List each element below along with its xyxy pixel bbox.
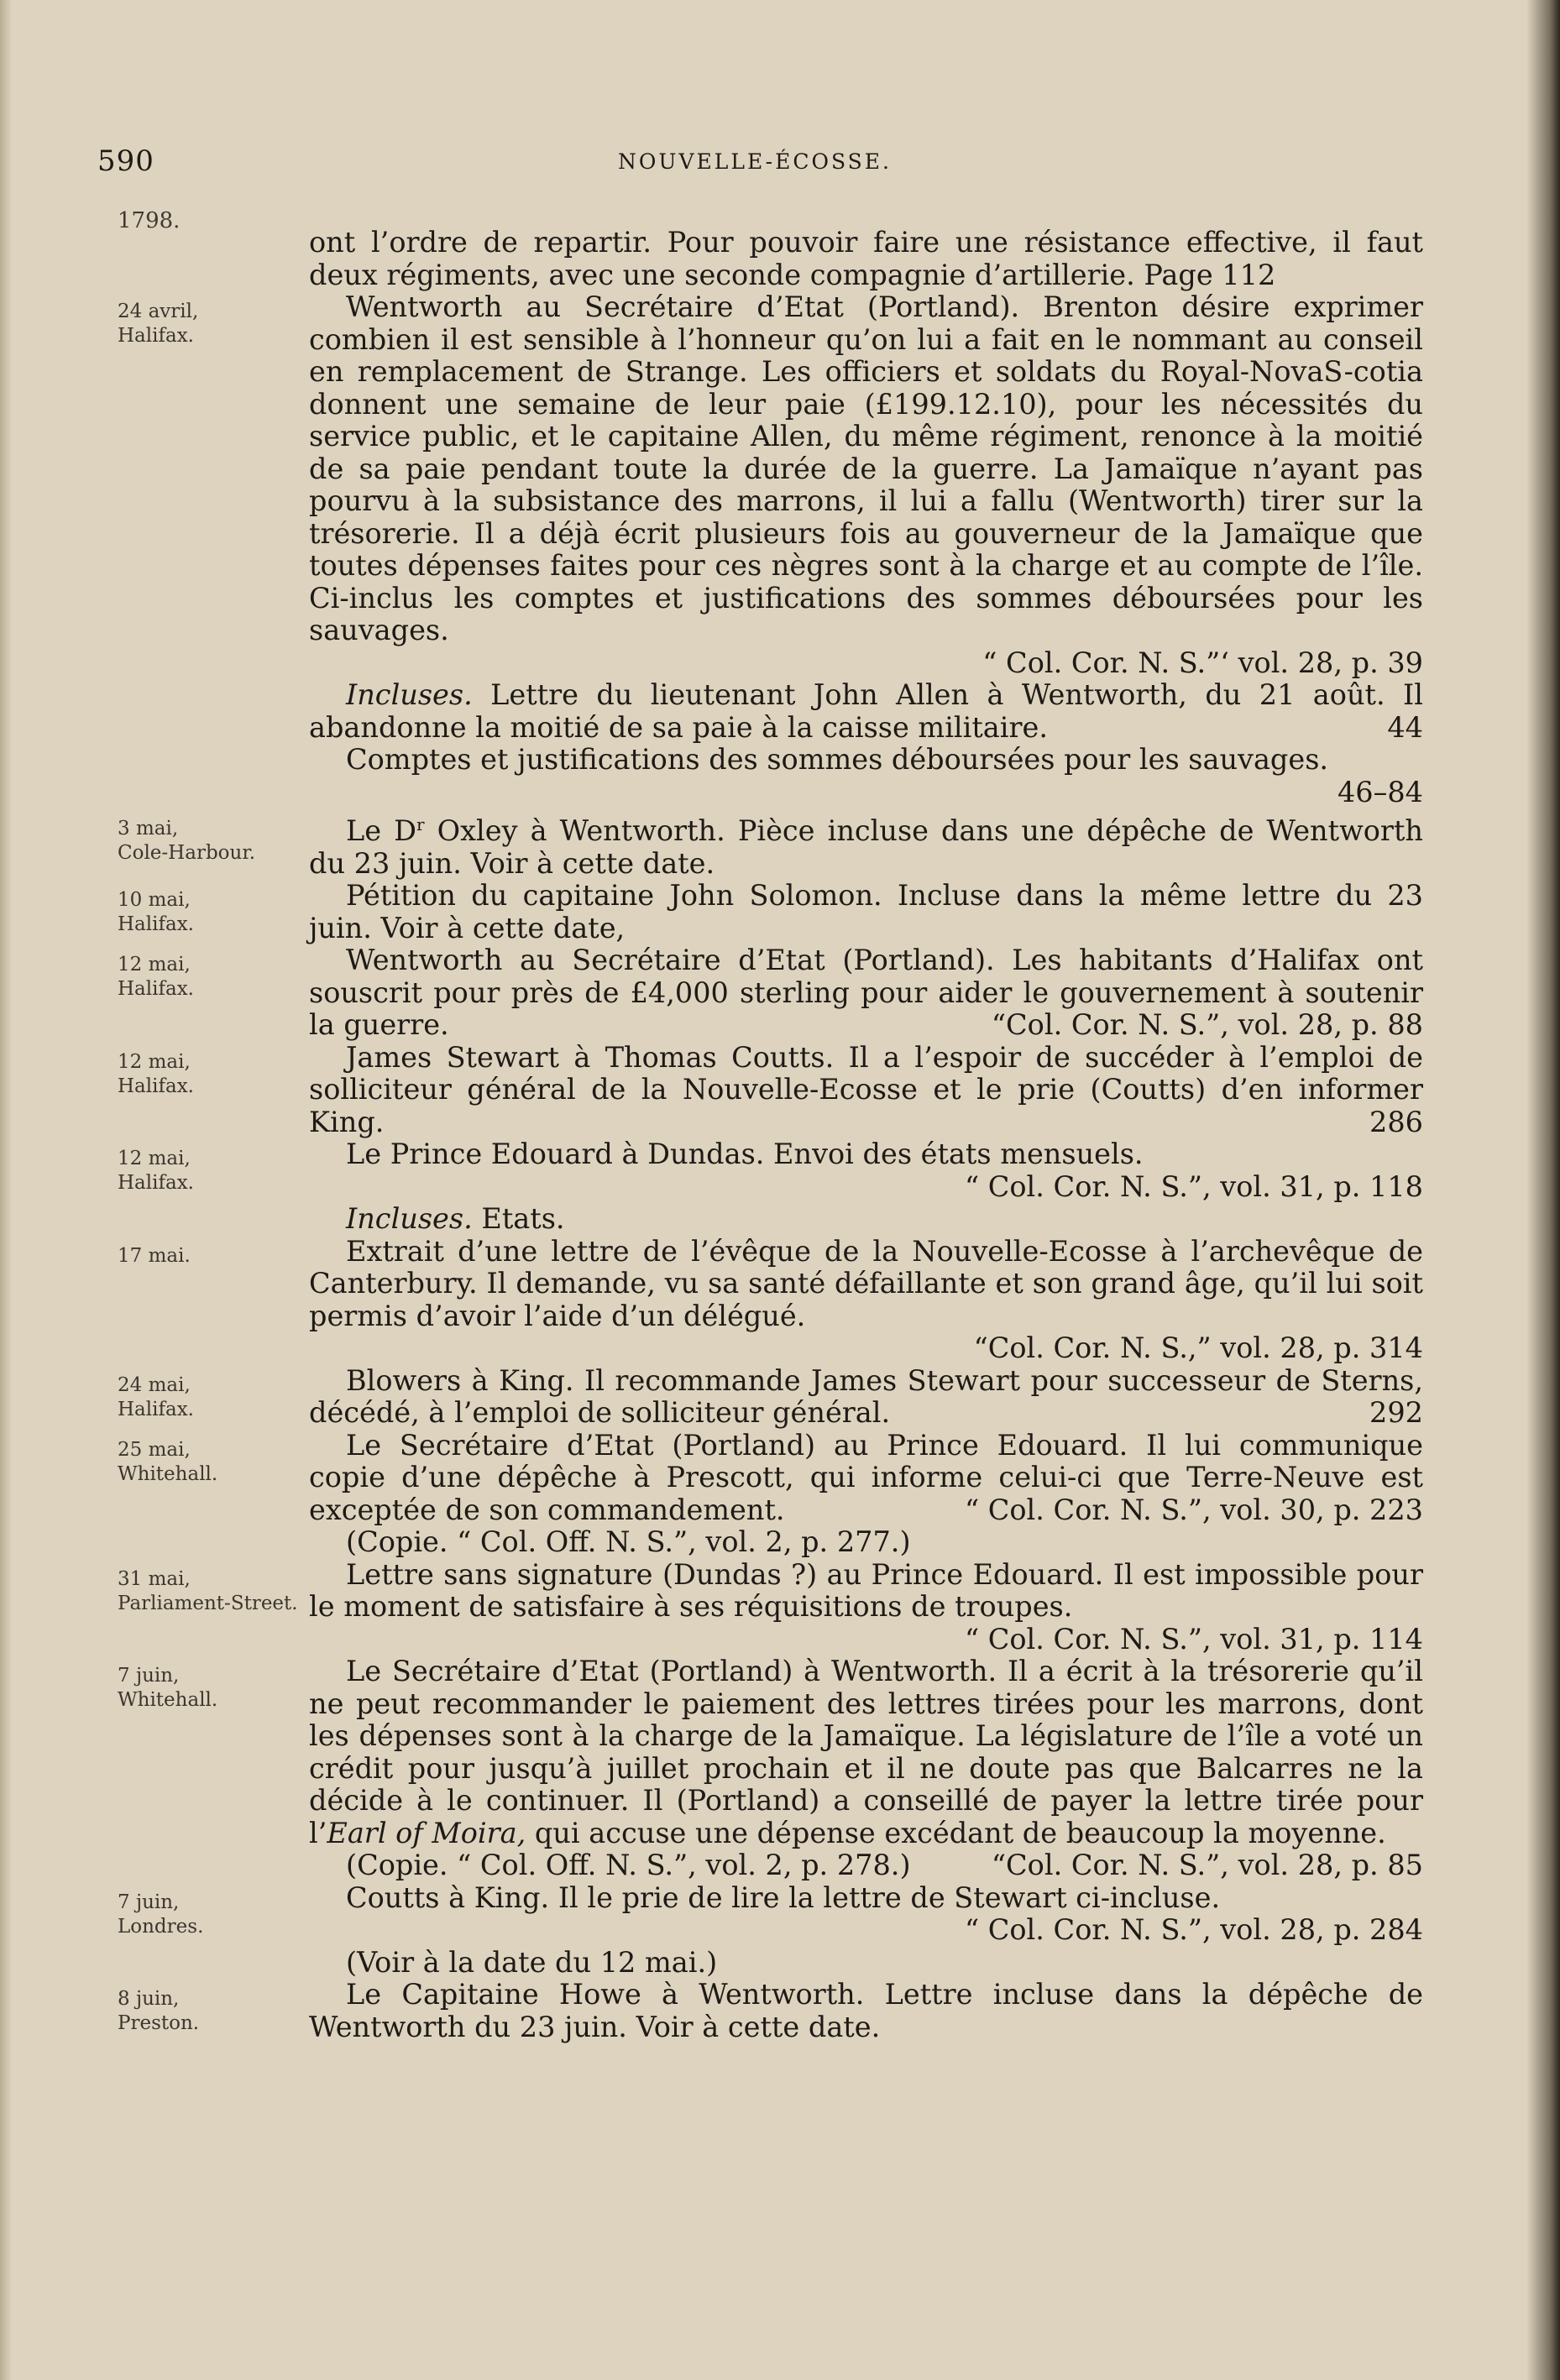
- entry-margin: [118, 300, 298, 348]
- entry-margin: [118, 1050, 298, 1099]
- entry-margin: [118, 1987, 298, 2036]
- entry: [118, 1138, 1423, 1236]
- page-content: [118, 208, 1423, 2043]
- entry: [118, 880, 1423, 944]
- entry-paragraph: [309, 1042, 1423, 1139]
- entry-text-part: Oxley à Wentworth. Pièce incluse dans une dépêche de Wentworth du 23 juin. Voir à cette date.: [309, 814, 1423, 880]
- entry-text: [309, 808, 1423, 880]
- entry-date: 7 juin,: [118, 1665, 180, 1687]
- entry-place: Halifax.: [118, 1075, 194, 1097]
- entry: [118, 808, 1423, 880]
- running-title: NOUVELLE-ÉCOSSE.: [618, 149, 892, 174]
- entry-text: [309, 880, 1423, 944]
- entry: [118, 1042, 1423, 1139]
- copy-reference: (Voir à la date du 12 mai.): [346, 1945, 718, 1979]
- entry-date: 31 mai,: [118, 1567, 191, 1590]
- entry-reference: “ Col. Cor. N. S.”‘ vol. 28, p. 39: [982, 646, 1423, 679]
- entry-margin: [118, 953, 298, 1002]
- entry-paragraph: [309, 808, 1423, 880]
- page-number: 590: [97, 144, 154, 178]
- entry-date: 12 mai,: [118, 1148, 191, 1170]
- entry: [118, 1365, 1423, 1430]
- entry-margin: [118, 1891, 298, 1939]
- entry-date: 24 mai,: [118, 1373, 191, 1396]
- entry-text-part: Blowers à King. Il recommande James Stewart pour successeur de Sterns, décédé, à l’emploi de solliciteur général.: [309, 1363, 1423, 1430]
- inclusion-paragraph: Comptes et justifications des sommes déboursées pour les sauvages.: [346, 743, 1329, 776]
- entry-margin: [118, 1373, 298, 1422]
- entry-place: Halifax.: [118, 913, 194, 936]
- entry-margin: [118, 888, 298, 937]
- entry-paragraph: [309, 1430, 1423, 1527]
- entry: [118, 1430, 1423, 1559]
- entry-text: [309, 1559, 1423, 1656]
- entry-paragraph: Le Prince Edouard à Dundas. Envoi des états mensuels.: [346, 1138, 1144, 1171]
- entry-place: Halifax.: [118, 1398, 194, 1420]
- entry-date: 8 juin,: [118, 1988, 180, 2011]
- entry-margin: [118, 1664, 298, 1713]
- entry: [118, 1979, 1423, 2043]
- entry-place: Londres.: [118, 1915, 204, 1938]
- entry-place: Halifax.: [118, 325, 194, 347]
- entry: [118, 1559, 1423, 1656]
- entry-place: Preston.: [118, 2012, 200, 2035]
- entry-paragraph: [309, 944, 1423, 1042]
- entry-reference: “ Col. Cor. N. S.”, vol. 31, p. 118: [964, 1169, 1423, 1203]
- entry-text-part: James Stewart à Thomas Coutts. Il a l’espoir de succéder à l’emploi de solliciteur général de la Nouvelle-Ecosse et le prie (Coutts) d’en informer King.: [309, 1040, 1423, 1138]
- entry-reference: “Col. Cor. N. S.,” vol. 28, p. 314: [973, 1331, 1423, 1365]
- entry-page: 286: [1369, 1105, 1423, 1138]
- entry-place: Halifax.: [118, 978, 194, 1001]
- entry-margin: [118, 1147, 298, 1195]
- entry-text: [309, 944, 1423, 1042]
- entry: [118, 944, 1423, 1042]
- inclusion-page: 44: [1387, 710, 1423, 744]
- inclusion-page-range: 46–84: [1337, 775, 1423, 808]
- entry-place: Whitehall.: [118, 1462, 218, 1485]
- entry-continuation: [118, 208, 1423, 291]
- inclusion-text: Etats.: [481, 1202, 565, 1236]
- entry-reference: “Col. Cor. N. S.”, vol. 28, p. 85: [991, 1849, 1423, 1882]
- ship-name: Earl of Moira,: [327, 1816, 526, 1849]
- entry-margin: [118, 817, 298, 866]
- entry-text: [309, 1656, 1423, 1882]
- entry-text-part: Le D: [346, 814, 417, 848]
- inclusion-text: Lettre du lieutenant John Allen à Wentworth, du 21 août. Il abandonne la moitié de sa paie à la caisse militaire.: [309, 678, 1423, 744]
- inclusion-paragraph: [309, 1203, 1423, 1236]
- entry-reference: “ Col. Cor. N. S.”, vol. 30, p. 223: [964, 1493, 1423, 1526]
- page-left-edge: [0, 0, 12, 2380]
- page-binding-shadow: [1526, 0, 1560, 2380]
- entry-place: Whitehall.: [118, 1689, 218, 1712]
- entry-date: 3 mai,: [118, 818, 179, 840]
- entry-superscript: r: [416, 814, 425, 834]
- entry-text: [309, 1365, 1423, 1430]
- entry-paragraph: [309, 1365, 1423, 1430]
- copy-reference: (Copie. “ Col. Off. N. S.”, vol. 2, p. 277.): [346, 1525, 911, 1559]
- entry-date: 25 mai,: [118, 1438, 191, 1461]
- entry-text: [309, 1236, 1423, 1365]
- entry-text-part: Le Secrétaire d’Etat (Portland) au Prince Edouard. Il lui communique copie d’une dépêche à Prescott, qui informe celui-ci que Terre-Neuve est exceptée de son commandement.: [309, 1428, 1423, 1526]
- entry-date: 17 mai.: [118, 1244, 191, 1267]
- entry-date: 7 juin,: [118, 1891, 180, 1913]
- entry-paragraph: Coutts à King. Il le prie de lire la lettre de Stewart ci-incluse.: [346, 1880, 1221, 1914]
- entry-paragraph: Wentworth au Secrétaire d’Etat (Portland). Brenton désire exprimer combien il est sensible à l’honneur qu’on lui a fait en le nommant au conseil en remplacement de Strange. Les officiers et soldats du Royal-NovaS-cotia donnent une semaine de leur paie (£199.12.10), pour les nécessités du service public, et le capitaine Allen, du même régiment, renonce à la moitié de sa paie pendant toute la durée de la guerre. La Jamaïque n’ayant pas pourvu à la subsistance des marrons, il lui a fallu (Wentworth) tirer sur la trésorerie. Il a déjà écrit plusieurs fois au gouverneur de la Jamaïque que toutes dépenses faites pour ces nègres sont à la charge et au compte de l’île. Ci-inclus les comptes et justifications des sommes déboursées pour les sauvages.: [309, 290, 1423, 646]
- entry-place: Halifax.: [118, 1172, 194, 1195]
- entry-paragraph: Le Capitaine Howe à Wentworth. Lettre incluse dans la dépêche de Wentworth du 23 juin. Voir à cette date.: [309, 1978, 1423, 2043]
- entry-reference: “Col. Cor. N. S.”, vol. 28, p. 88: [991, 1008, 1423, 1042]
- entry-text-part: Le Secrétaire d’Etat (Portland) à Wentworth. Il a écrit à la trésorerie qu’il ne peut recommander le paiement des lettres tirées pour les marrons, dont les dépenses sont à la charge de la Jamaïque. La législature de l’île a voté un crédit pour jusqu’à juillet prochain et il ne doute pas que Balcarres ne la décide à le continuer. Il (Portland) a conseillé de payer la lettre tirée pour l’: [309, 1655, 1423, 1849]
- inclusion-label: Incluses.: [346, 1202, 473, 1236]
- entry: [118, 1882, 1423, 1980]
- entry-paragraph: Pétition du capitaine John Solomon. Incluse dans la même lettre du 23 juin. Voir à cette date,: [309, 879, 1423, 944]
- page-header: [97, 144, 1412, 178]
- entry-paragraph: Extrait d’une lettre de l’évêque de la Nouvelle-Ecosse à l’archevêque de Canterbury. Il demande, vu sa santé défaillante et son grand âge, qu’il lui soit permis d’avoir l’aide d’un délégué.: [309, 1234, 1423, 1332]
- entry-text: [309, 1882, 1423, 1980]
- entry-margin: [118, 1438, 298, 1487]
- entry: [118, 1656, 1423, 1882]
- entry-text: [309, 1979, 1423, 2043]
- entry-date: 24 avril,: [118, 301, 199, 322]
- entry: [118, 1236, 1423, 1365]
- entry: [118, 291, 1423, 808]
- entry-text: [309, 227, 1423, 291]
- entry-margin: [118, 1567, 298, 1616]
- entry-reference: “ Col. Cor. N. S.”, vol. 28, p. 284: [964, 1913, 1423, 1947]
- entry-text: [309, 291, 1423, 808]
- inclusion-label: Incluses.: [346, 678, 473, 711]
- entry-date: 10 mai,: [118, 889, 191, 912]
- entry-place: Parliament-Street.: [118, 1592, 298, 1614]
- entry-margin: [118, 1244, 298, 1268]
- entry-text-part: qui accuse une dépense excédant de beaucoup la moyenne.: [526, 1816, 1386, 1849]
- entry-page: 292: [1369, 1396, 1423, 1430]
- entry-text: [309, 1138, 1423, 1236]
- year-label: 1798.: [118, 208, 181, 233]
- inclusion-paragraph: [309, 679, 1423, 744]
- copy-reference: (Copie. “ Col. Off. N. S.”, vol. 2, p. 278.): [346, 1849, 911, 1882]
- entry-text: [309, 1430, 1423, 1559]
- entry-text-part: Wentworth au Secrétaire d’Etat (Portland). Les habitants d’Halifax ont souscrit pour près de £4,000 sterling pour aider le gouvernement à soutenir la guerre.: [309, 944, 1423, 1042]
- entry-date: 12 mai,: [118, 1050, 191, 1073]
- entry-paragraph: Lettre sans signature (Dundas ?) au Prince Edouard. Il est impossible pour le moment de satisfaire à ses réquisitions de troupes.: [309, 1557, 1423, 1624]
- entry-paragraph: ont l’ordre de repartir. Pour pouvoir faire une résistance effective, il faut deux régiments, avec une seconde compagnie d’artillerie. Page 112: [309, 226, 1423, 291]
- entry-place: Cole-Harbour.: [118, 842, 256, 864]
- entry-date: 12 mai,: [118, 954, 191, 976]
- entry-text: [309, 1042, 1423, 1139]
- entry-reference: “ Col. Cor. N. S.”, vol. 31, p. 114: [964, 1622, 1423, 1656]
